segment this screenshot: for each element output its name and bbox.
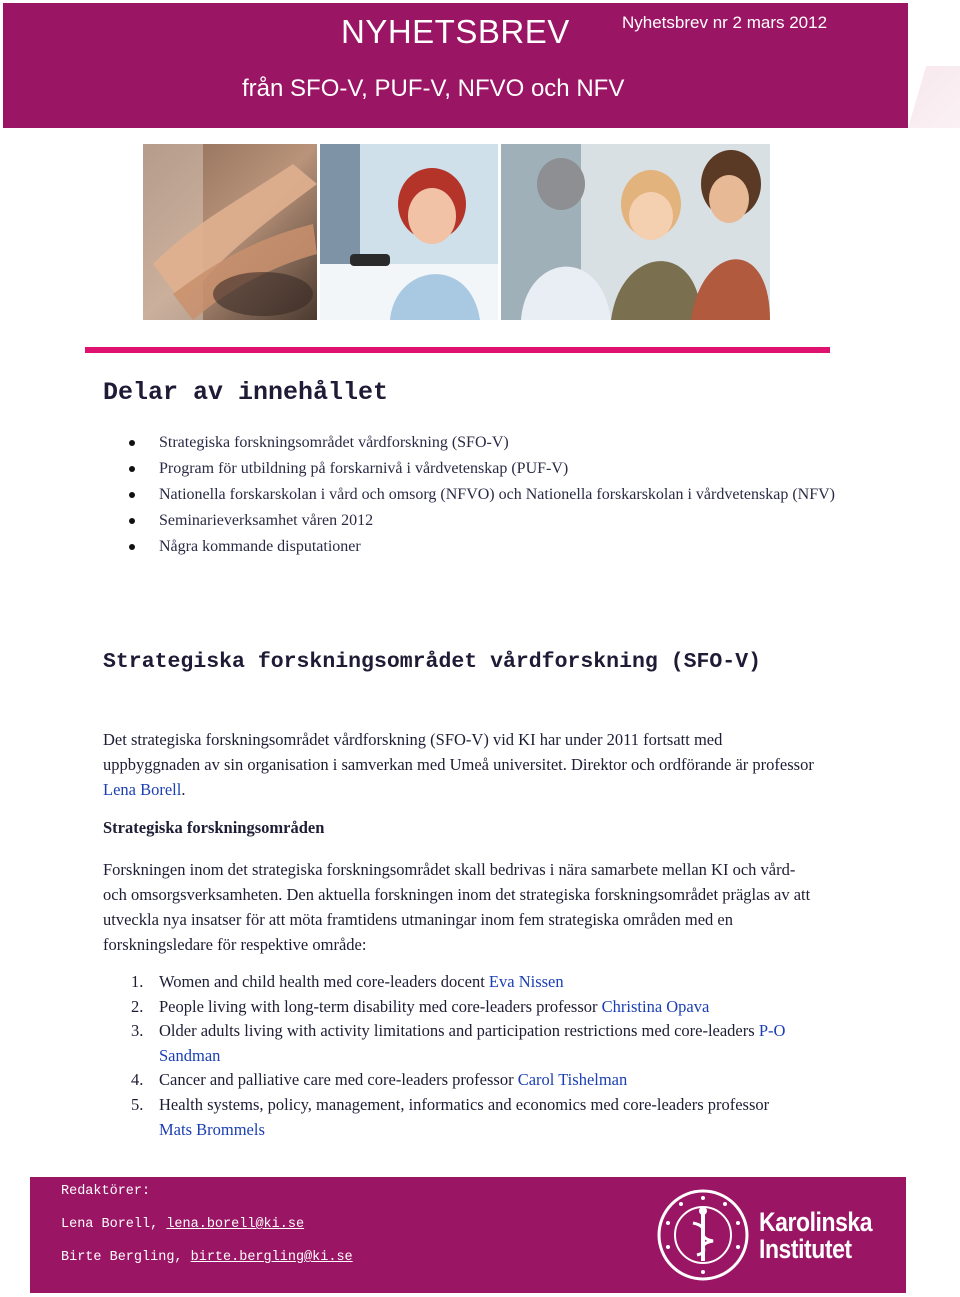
area-number: 5. [131,1094,144,1114]
areas-subheading: Strategiska forskningsområden [103,818,325,837]
editor-name: Birte Bergling, [61,1250,191,1265]
area-text: Cancer and palliative care med core-leaders professor [159,1070,518,1090]
contents-item: Seminarieverksamhet våren 2012 [129,508,839,534]
areas-list [131,970,799,1142]
newsletter-header [3,3,908,128]
ki-seal-logo [657,1189,749,1281]
area-text: People living with long-term disability med core-leaders professor [159,996,602,1016]
editors-label: Redaktörer: [61,1184,151,1199]
area-item [131,1093,799,1142]
leader-link[interactable]: Carol Tishelman [517,1070,628,1090]
contents-item: Program för utbildning på forskarnivå i vårdvetenskap (PUF-V) [129,456,839,482]
areas-body: Forskningen inom det strategiska forskningsområdet skall bedrivas i nära samarbete mellan KI och vård- och omsorgsverksamheten. Den aktuella forskningen inom det strategiska forskningsområdet präglas av att utveckla nya insatser för att möta framtidens utmaningar inom fem strategiska områden med en forskningsledare för respektive område: [103,860,811,954]
issue-label: Nyhetsbrev nr 2 mars 2012 [622,13,828,32]
area-item [131,970,799,995]
ki-wordmark [759,1209,872,1263]
newsletter-subtitle: från SFO-V, PUF-V, NFVO och NFV [242,75,625,102]
nurse-patient-photo [320,144,498,320]
newsletter-title: NYHETSBREV [341,13,570,50]
area-item [131,1068,799,1093]
sfo-intro-end: . [181,780,186,799]
area-item [131,1019,799,1068]
leader-link[interactable]: P-O Sandman [159,1021,786,1065]
editor-name: Lena Borell, [61,1217,167,1232]
sfo-intro-text: Det strategiska forskningsområdet vårdforskning (SFO-V) vid KI har under 2011 fortsatt med uppbyggnaden av sin organisation i samverkan med Umeå universitet. Direktor och ordförande är professor [103,730,814,774]
area-number: 4. [131,1070,144,1090]
child-care-photo [501,144,770,320]
section-divider [85,347,830,353]
contents-list [129,430,839,560]
contents-item: Strategiska forskningsområdet vårdforskning (SFO-V) [129,430,839,456]
contents-item: Några kommande disputationer [129,534,839,560]
area-number: 2. [131,996,144,1016]
editor-line [61,1250,353,1265]
area-number: 1. [131,972,144,991]
leader-link[interactable]: Christina Opava [601,996,710,1016]
hands-photo [143,144,317,320]
sfo-heading: Strategiska forskningsområdet vårdforskning (SFO-V) [103,650,762,674]
sfo-intro [103,727,823,802]
director-link[interactable]: Lena Borell [103,780,182,799]
area-number: 3. [131,1021,144,1041]
area-text: Health systems, policy, management, informatics and economics med core-leaders professor [159,1094,770,1114]
editor-email-link[interactable]: lena.borell@ki.se [166,1217,305,1232]
ki-wordmark-line1: Karolinska [759,1207,873,1237]
area-text: Older adults living with activity limitations and participation restrictions med core-leaders [159,1021,759,1041]
contents-item: Nationella forskarskolan i vård och omsorg (NFVO) och Nationella forskarskolan i vårdvetenskap (NFV) [129,482,839,508]
ki-wordmark-line2: Institutet [759,1234,852,1264]
area-item [131,995,799,1020]
leader-link[interactable]: Eva Nissen [488,972,564,991]
editor-line [61,1217,304,1232]
contents-heading: Delar av innehållet [103,378,389,407]
leader-link[interactable]: Mats Brommels [159,1119,265,1139]
area-text: Women and child health med core-leaders docent [159,972,489,991]
editor-email-link[interactable]: birte.bergling@ki.se [190,1250,353,1265]
corner-decoration [908,66,960,128]
footer [30,1177,906,1293]
